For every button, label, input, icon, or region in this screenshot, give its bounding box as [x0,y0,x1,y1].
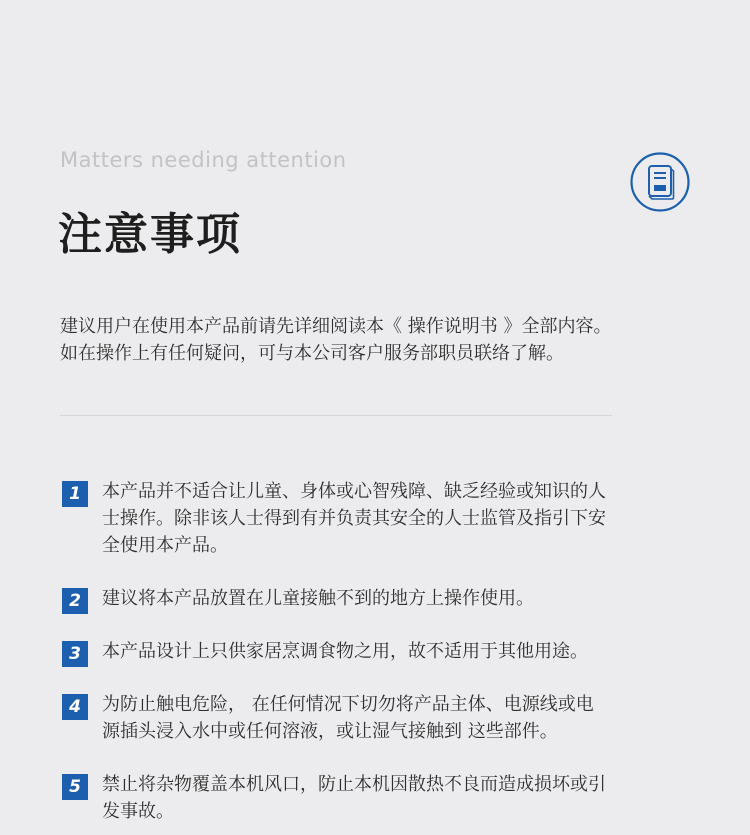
notice-line: 士操作。除非该人士得到有并负责其安全的人士监管及指引下安 [102,508,606,529]
notice-line: 为防止触电危险， 在任何情况下切勿将产品主体、电源线或电 [102,694,594,715]
notice-line: 禁止将杂物覆盖本机风口，防止本机因散热不良而造成损坏或引 [102,774,606,795]
notice-text [102,638,702,665]
page-subtitle: Matters needing attention [60,148,347,172]
notice-line: 建议将本产品放置在儿童接触不到的地方上操作使用。 [102,588,534,609]
notice-number-badge: 2 [62,588,88,614]
notice-text [102,478,702,559]
notice-line: 全使用本产品。 [102,535,228,556]
manual-book-icon [630,152,690,212]
intro-line: 建议用户在使用本产品前请先详细阅读本《 操作说明书 》全部内容。 [60,316,612,337]
notice-text [102,771,702,825]
notice-text [102,585,702,612]
notice-number-badge: 3 [62,641,88,667]
intro-line: 如在操作上有任何疑问，可与本公司客户服务部职员联络了解。 [60,343,564,364]
notice-number-badge: 4 [62,694,88,720]
notice-line: 本产品并不适合让儿童、身体或心智残障、缺乏经验或知识的人 [102,481,606,502]
notice-line: 发事故。 [102,801,174,822]
intro-paragraph [60,313,700,367]
notice-line: 本产品设计上只供家居烹调食物之用，故不适用于其他用途。 [102,641,588,662]
page-title: 注意事项 [58,209,242,260]
notice-text [102,691,702,745]
notice-line: 源插头浸入水中或任何溶液，或让湿气接触到 这些部件。 [102,721,558,742]
notice-number-badge: 5 [62,774,88,800]
notice-number-badge: 1 [62,481,88,507]
divider [60,415,612,416]
